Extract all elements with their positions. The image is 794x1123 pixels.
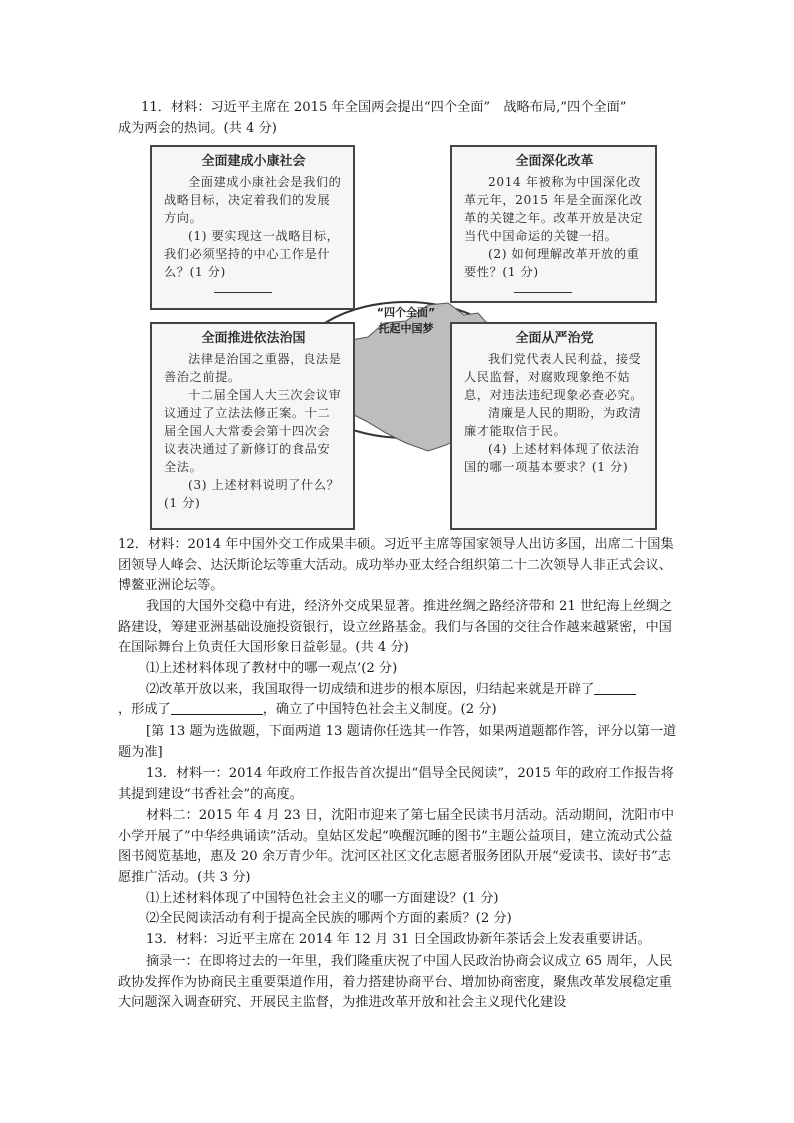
q12-question2-line2 [118, 700, 497, 720]
q13a-material2: 材料二：2015 年 4 月 23 日，沈阳市迎来了第七届全民读书月活动。活动期间，沈阳市中小学开展了”中华经典诵读”活动。皇姑区发起“唤醒沉睡的图书”主题公益项目，建立流动式公益图书阅览基地，惠及 20 余万青少年。沈河区社区文化志愿者服务团队开展“爱读书、读好书”志愿推广活动。(共 3 分) [118, 808, 675, 885]
box-reform-question: (2) 如何理解改革开放的重要性？(1 分) [464, 247, 640, 279]
box-rule-of-law-question: (3) 上述材料说明了什么？(1 分) [164, 478, 340, 510]
box-rule-of-law-text2: 十二届全国人大三次会议审议通过了立法法修正案。十二届全国人大常委会第十四次会议表决通过了新修订的食品安全法。 [164, 388, 342, 474]
box-xiaokang-question: (1) 要实现这一战略目标，我们必须坚持的中心工作是什么？(1 分) [164, 229, 340, 279]
q12-question2-formed: ，形成了 [118, 702, 171, 717]
q12-question2-text: ⑵改革开放以来，我国取得一切成绩和进步的根本原因，归结起来就是开辟了 [146, 682, 595, 697]
center-slogan-line2: 托起中国梦 [378, 322, 434, 335]
box-reform-title: 全面深化改革 [515, 154, 594, 169]
box-xiaokang-title: 全面建成小康社会 [201, 154, 306, 169]
box-rule-of-law-text1: 法律是治国之重器，良法是善治之前提。 [164, 352, 342, 384]
q13b-material: 13．材料：习近平主席在 2014 年 12 月 31 日全国政协新年茶话会上发表重要讲话。 [146, 932, 651, 947]
q13a-material1: 13．材料一：2014 年政府工作报告首次提出“倡导全民阅读”，2015 年的政府工作报告将其提到建设“书香社会”的高度。 [118, 766, 674, 802]
q13a-question2: ⑵全民阅读活动有利于提高全民族的哪两个方面的素质？(2 分) [146, 911, 512, 926]
q13a-question1: ⑴上述材料体现了中国特色社会主义的哪一方面建设？(1 分) [146, 891, 499, 906]
q12-material2: 我国的大国外交稳中有进，经济外交成果显著。推进丝绸之路经济带和 21 世纪海上丝绸之路建设，筹建亚洲基础设施投资银行，设立丝路基金。我们与各国的交往合作越来越紧密，中国在国际舞台上负责任大国形象日益彰显。(共 4 分) [118, 599, 673, 655]
box-rule-of-law-title: 全面推进依法治国 [201, 331, 306, 346]
box-party-discipline-question: (4) 上述材料体现了依法治国的哪一项基本要求？(1 分) [464, 442, 640, 474]
box-xiaokang-text: 全面建成小康社会是我们的战略目标，决定着我们的发展方向。 [164, 175, 342, 225]
center-slogan-line1: “四个全面” [376, 306, 436, 319]
q12-question2-line1 [146, 680, 636, 700]
elective-note: [第 13 题为选做题，下面两道 13 题请你任选其一作答，如果两道题都作答，评分以第一道题为准] [118, 724, 677, 760]
four-comprehensives-figure [148, 145, 660, 530]
answer-blank[interactable] [171, 700, 263, 715]
box-party-discipline-title: 全面从严治党 [515, 331, 594, 346]
answer-line [514, 291, 572, 293]
box-party-discipline-text2: 清廉是人民的期盼，为政清廉才能取信于民。 [464, 406, 642, 438]
box-rule-of-law [150, 322, 355, 530]
answer-line [214, 291, 272, 293]
box-reform-text: 2014 年被称为中国深化改革元年，2015 年是全面深化改革的关键之年。改革开放是决定当代中国命运的关键一招。 [464, 175, 644, 243]
q11-line1: 11．材料：习近平主席在 2015 年全国两会提出“四个全面” 战略布局,”四个全面” [141, 100, 627, 115]
box-party-discipline-text1: 我们党代表人民利益，接受人民监督，对腐败现象绝不姑息，对违法违纪现象必查必究。 [464, 352, 644, 402]
box-xiaokang [150, 145, 355, 310]
box-reform [450, 145, 657, 303]
q12-question1: ⑴上述材料体现了教材中的哪一观点’(2 分) [146, 661, 398, 676]
q13b-excerpt1: 摘录一：在即将过去的一年里，我们隆重庆祝了中国人民政治协商会议成立 65 周年，人民政协发挥作为协商民主重要渠道作用，着力搭建协商平台、增加协商密度，聚焦改革发展稳定重大问题深入调查研究、开展民主监督，为推进改革开放和社会主义现代化建设 [118, 954, 673, 1010]
center-slogan [366, 305, 446, 337]
answer-blank[interactable] [594, 680, 636, 695]
q12-material: 12．材料：2014 年中国外交工作成果丰硕。习近平主席等国家领导人出访多国，出席二十国集团领导人峰会、达沃斯论坛等重大活动。成功举办亚太经合组织第二十二次领导人非正式会议、博鳌亚洲论坛等。 [118, 537, 674, 593]
q12-question2-end: ，确立了中国特色社会主义制度。(2 分) [262, 702, 497, 717]
box-party-discipline [450, 322, 657, 530]
q11-line2: 成为两会的热词。(共 4 分) [118, 121, 277, 136]
